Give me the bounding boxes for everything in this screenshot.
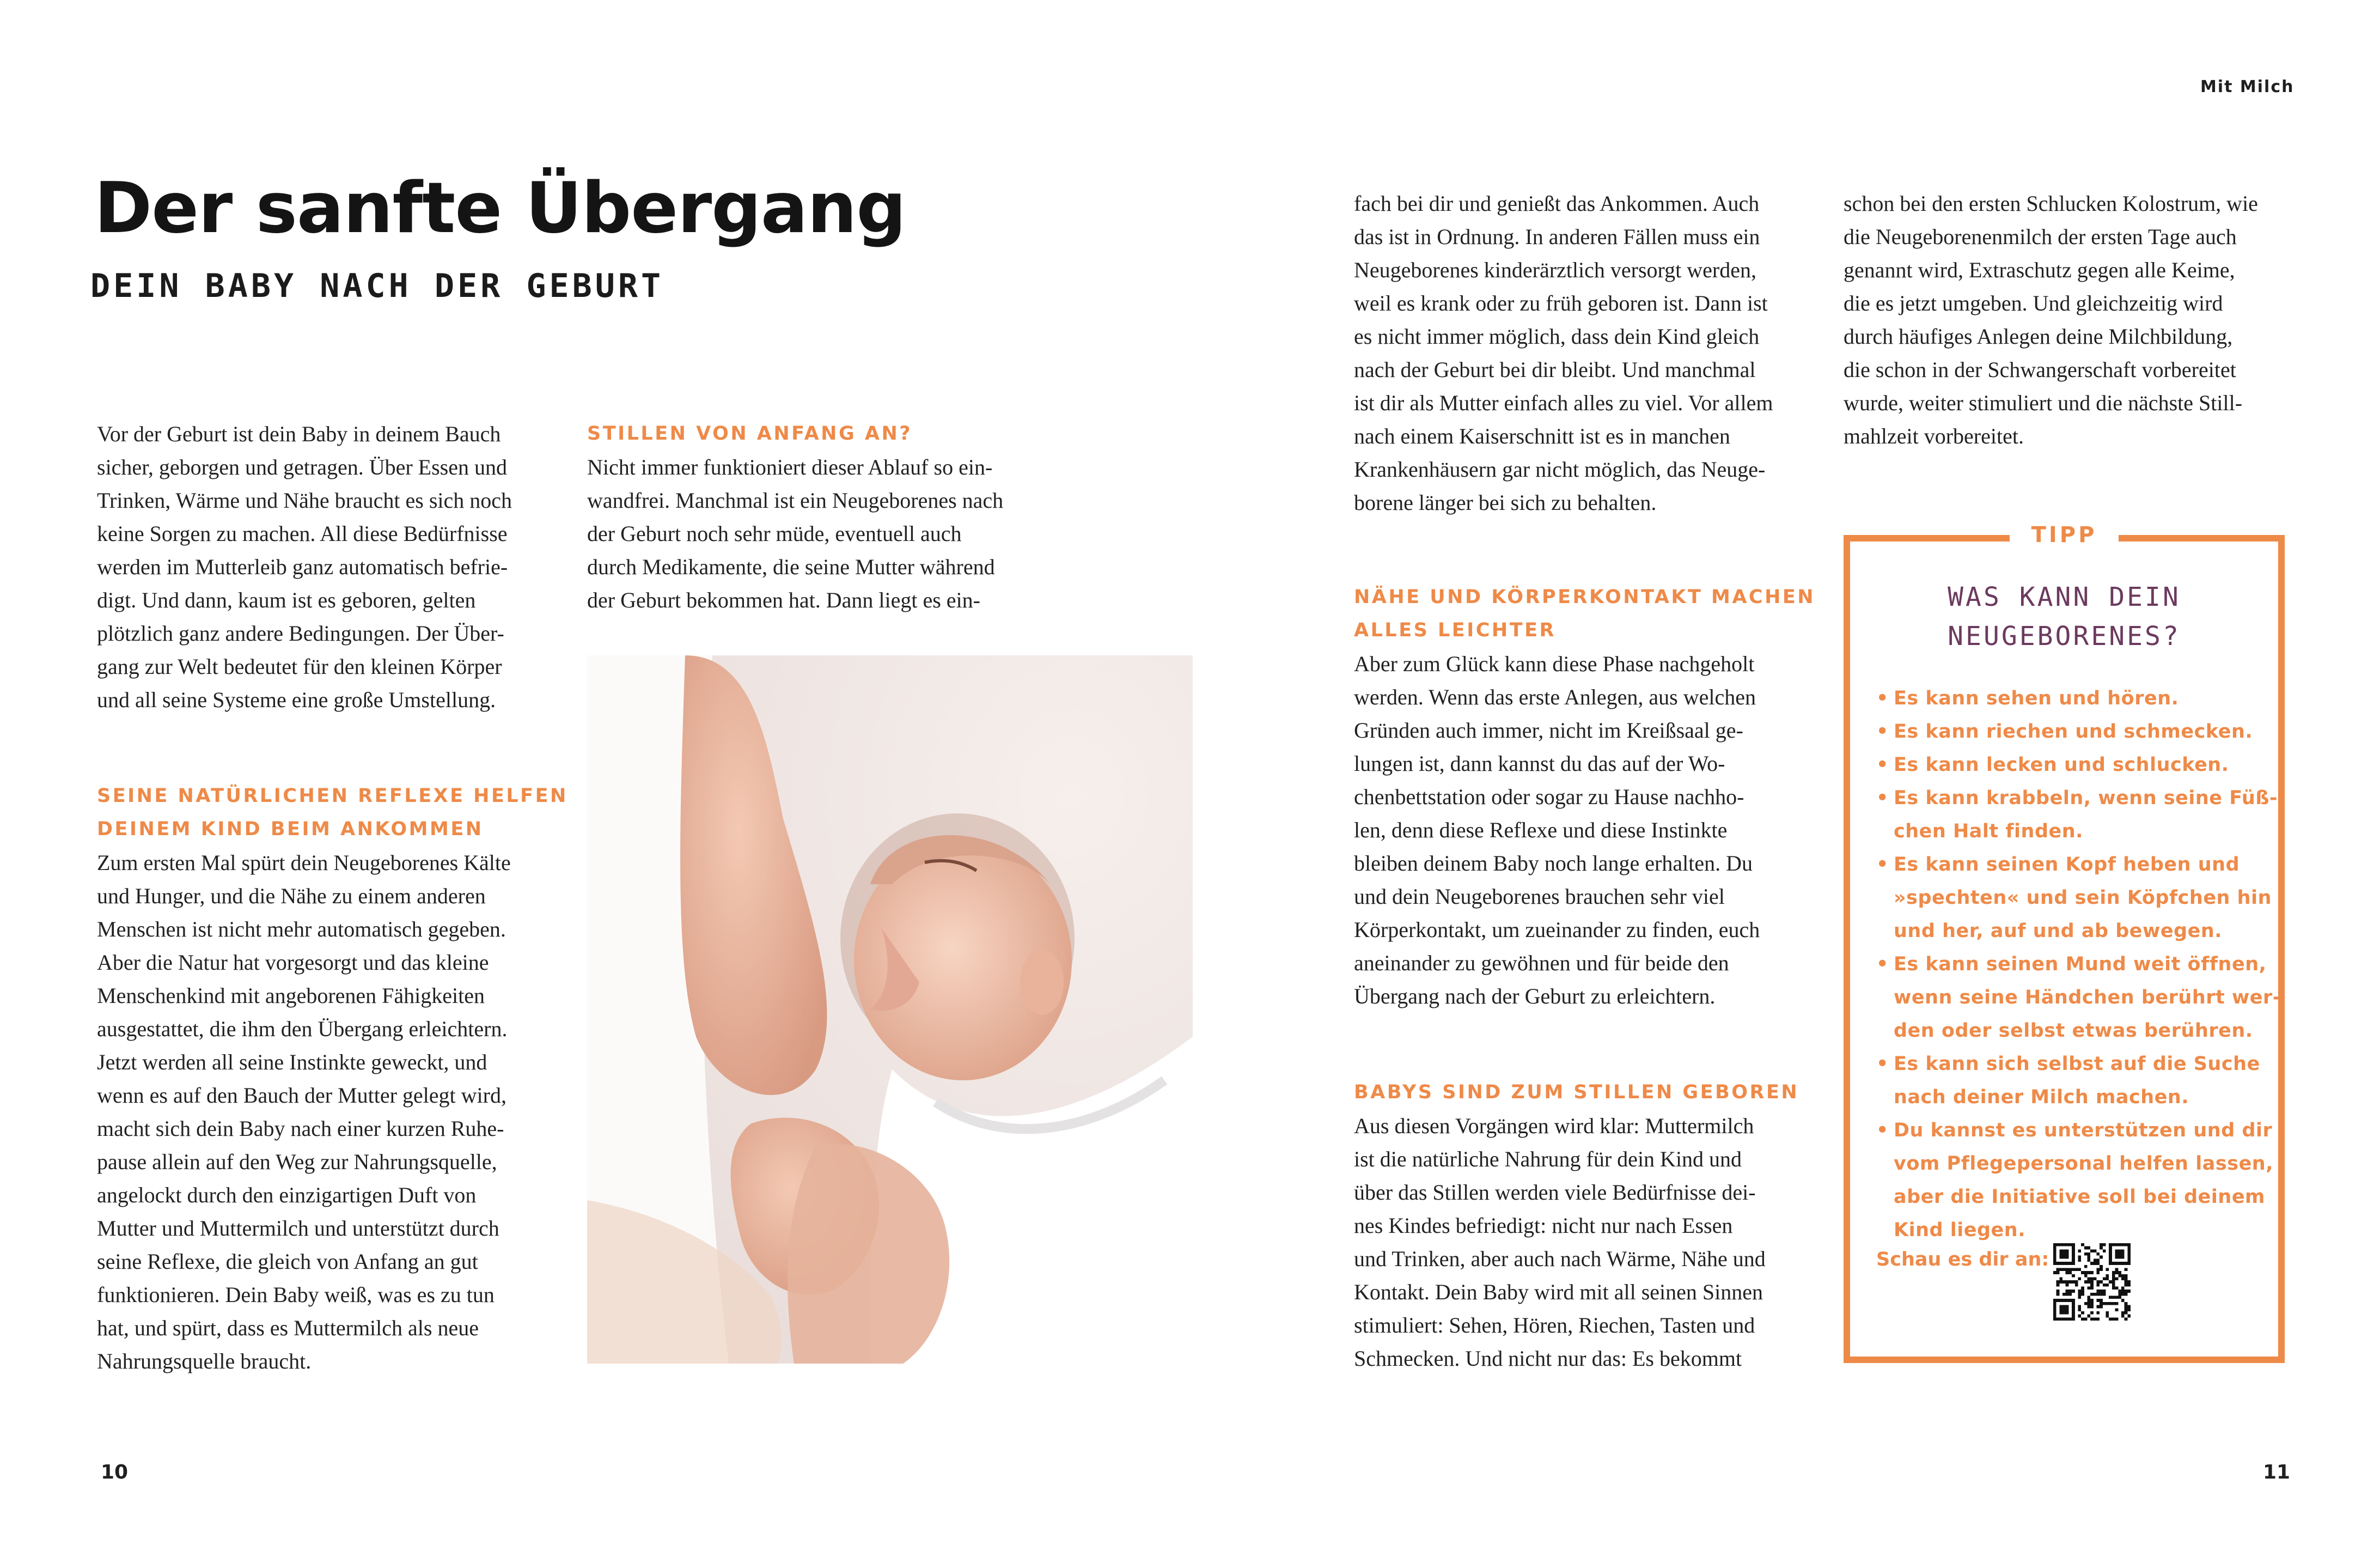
reflexe-paragraph [97,846,560,1378]
text-line: über das Stillen werden viele Bedürfnisse dei- [1354,1180,1756,1205]
text-line: hat, und spürt, dass es Muttermilch als neue [97,1316,479,1340]
bullet-icon: • [1876,787,1889,809]
body-lines [587,451,1050,617]
text-line: Trinken, Wärme und Nähe braucht es sich noch [97,488,512,513]
heading-lines [1354,581,1817,647]
text-line: es nicht immer möglich, dass dein Kind gleich [1354,324,1760,349]
text-line: Zum ersten Mal spürt dein Neugeborenes Kälte [97,850,511,875]
column-1 [97,417,560,716]
text-line: die schon in der Schwangerschaft vorbereitet [1844,357,2236,382]
bullet-icon: • [1876,953,1889,975]
heading-lines [97,780,568,846]
text-line: nach einem Kaiserschnitt ist es in manchen [1354,424,1730,448]
text-line: sicher, geborgen und getragen. Über Essen und [97,455,507,479]
text-line: und all seine Systeme eine große Umstellung. [97,688,496,712]
tip-title-line-2: NEUGEBORENES? [1948,621,2181,652]
text-line: fach bei dir und genießt das Ankommen. Auch [1354,191,1760,216]
text-line: die Neugeborenenmilch der ersten Tage auch [1844,224,2237,249]
tip-list-item: • Es kann sehen und hören. [1876,682,2281,715]
tip-list-item: • Es kann krabbeln, wenn seine Füß- [1876,782,2281,815]
text-line: DEINEM KIND BEIM ANKOMMEN [97,818,484,840]
bullet-icon: • [1876,854,1889,875]
tip-list-item-continuation: den oder selbst etwas berühren. [1894,1020,2253,1042]
section-heading-stillen [587,417,1050,451]
text-line: funktionieren. Dein Baby weiß, was es zu tun [97,1282,495,1307]
text-line: Nicht immer funktioniert dieser Ablauf so ein- [587,455,993,479]
tip-list-item-continuation: chen Halt finden. [1894,820,2083,842]
running-head: Mit Milch [2200,77,2294,96]
text-line: werden. Wenn das erste Anlegen, aus welchen [1354,685,1756,709]
text-line: gang zur Welt bedeutet für den kleinen Körper [97,654,502,679]
bullet-icon: • [1876,688,1889,709]
text-line: weil es krank oder zu früh geboren ist. Dann ist [1354,291,1768,315]
page-subtitle: DEIN BABY NACH DER GEBURT [90,267,664,305]
body-lines [1354,1109,1817,1375]
photo-illustration [587,655,1193,1364]
text-line: Kontakt. Dein Baby wird mit all seinen Sinnen [1354,1280,1763,1304]
tip-list-item-continuation: aber die Initiative soll bei deinem [1894,1186,2266,1208]
body-lines [1354,647,1817,1013]
text-line: Körperkontakt, um zueinander zu finden, euch [1354,917,1760,942]
text-line: len, denn diese Reflexe und diese Instinkte [1354,818,1728,842]
text-line: und dein Neugeborenes brauchen sehr viel [1354,884,1725,909]
text-line: ist die natürliche Nahrung für dein Kind und [1354,1147,1742,1171]
heading-lines [587,417,1050,451]
stillen-paragraph [587,451,1050,617]
text-line: mahlzeit vorbereitet. [1844,424,2024,448]
bullet-icon: • [1876,754,1889,776]
text-line: der Geburt noch sehr müde, eventuell auch [587,521,962,546]
text-line: das ist in Ordnung. In anderen Fällen muss ein [1354,224,1760,249]
page-title: Der sanfte Übergang [94,168,906,249]
bullet-icon: • [1876,1053,1889,1075]
text-line: macht sich dein Baby nach einer kurzen Ruhe- [97,1116,504,1141]
text-line: chenbettstation oder sogar zu Hause nachho- [1354,784,1744,809]
text-line: und Trinken, aber auch nach Wärme, Nähe und [1354,1246,1766,1271]
page-number-right: 11 [2263,1461,2291,1483]
text-line: Aber die Natur hat vorgesorgt und das kleine [97,950,489,975]
text-line: wandfrei. Manchmal ist ein Neugeborenes nach [587,488,1004,513]
tip-list-item: • Es kann seinen Kopf heben und [1876,848,2281,881]
text-line: ALLES LEICHTER [1354,619,1556,641]
tip-list-item: • Es kann seinen Mund weit öffnen, [1876,948,2281,981]
tip-list-item: • Es kann sich selbst auf die Suche [1876,1048,2281,1081]
bullet-icon: • [1876,1120,1889,1141]
intro-paragraph [97,417,560,716]
text-line: NÄHE UND KÖRPERKONTAKT MACHEN [1354,586,1816,608]
text-line: borene länger bei sich zu behalten. [1354,490,1657,515]
text-line: die es jetzt umgeben. Und gleichzeitig wird [1844,291,2223,315]
text-line: Krankenhäusern gar nicht möglich, das Neuge- [1354,457,1766,482]
tip-title-line-1: WAS KANN DEIN [1948,582,2181,612]
tip-list-item-continuation: und her, auf und ab bewegen. [1894,920,2223,942]
column-4-top [1844,187,2306,453]
tip-list [1876,682,2281,1247]
text-line: werden im Mutterleib ganz automatisch befrie- [97,555,508,579]
bullet-icon: • [1876,721,1889,743]
column-3-top [1354,187,1817,519]
text-line: seine Reflexe, die gleich von Anfang an gut [97,1249,478,1274]
text-line: pause allein auf den Weg zur Nahrungsquelle, [97,1149,497,1174]
tip-label: TIPP [2010,519,2119,551]
text-line: Gründen auch immer, nicht im Kreißsaal ge- [1354,718,1743,743]
breastfeeding-photo [587,655,1193,1364]
tip-title [1863,577,2266,656]
babys-paragraph [1354,1109,1817,1375]
body-lines [1844,187,2306,453]
naehe-paragraph [1354,647,1817,1013]
tip-list-item-continuation: vom Pflegepersonal helfen lassen, [1894,1153,2274,1175]
tip-list-item: • Es kann riechen und schmecken. [1876,715,2281,749]
tip-list-item-continuation: wenn seine Händchen berührt wer- [1894,987,2281,1008]
text-line: durch Medikamente, die seine Mutter während [587,555,995,579]
text-line: nes Kindes befriedigt: nicht nur nach Essen [1354,1213,1733,1238]
text-line: Nahrungsquelle braucht. [97,1349,312,1373]
tip-list-item: • Du kannst es unterstützen und dir [1876,1114,2281,1147]
text-line: und Hunger, und die Nähe zu einem anderen [97,884,486,908]
section-heading-babys [1354,1076,1817,1109]
tip-footer-text: Schau es dir an: [1876,1249,2049,1270]
text-line: Jetzt werden all seine Instinkte geweckt, und [97,1050,487,1074]
text-line: Aus diesen Vorgängen wird klar: Muttermilch [1354,1114,1754,1138]
text-line: keine Sorgen zu machen. All diese Bedürfnisse [97,521,508,546]
text-line: Übergang nach der Geburt zu erleichtern. [1354,984,1716,1008]
text-line: Mutter und Muttermilch und unterstützt durch [97,1216,499,1240]
text-line: STILLEN VON ANFANG AN? [587,423,913,445]
text-line: genannt wird, Extraschutz gegen alle Keime, [1844,258,2235,282]
heading-lines [1354,1076,1817,1109]
text-line: BABYS SIND ZUM STILLEN GEBOREN [1354,1081,1799,1103]
text-line: ausgestattet, die ihm den Übergang erleichtern. [97,1017,508,1041]
tip-list-item-continuation: Kind liegen. [1894,1219,2026,1241]
tip-list-item-continuation: »spechten« und sein Köpfchen hin [1894,887,2272,909]
section-heading-reflexe [97,780,568,846]
text-line: angelockt durch den einzigartigen Duft von [97,1183,477,1207]
text-line: der Geburt bekommen hat. Dann liegt es ein- [587,588,980,612]
text-line: digt. Und dann, kaum ist es geboren, gelten [97,588,476,612]
text-line: Aber zum Glück kann diese Phase nachgeholt [1354,652,1755,676]
body-lines [1354,187,1817,519]
qr-code-icon[interactable] [2053,1243,2131,1321]
text-line: wenn es auf den Bauch der Mutter gelegt wird, [97,1083,506,1108]
text-line: Schmecken. Und nicht nur das: Es bekommt [1354,1346,1742,1371]
text-line: stimuliert: Sehen, Hören, Riechen, Tasten und [1354,1313,1755,1337]
text-line: Vor der Geburt ist dein Baby in deinem Bauch [97,422,501,446]
text-line: nach der Geburt bei dir bleibt. Und manchmal [1354,357,1756,382]
text-line: SEINE NATÜRLICHEN REFLEXE HELFEN [97,785,568,807]
tip-list-item: • Es kann lecken und schlucken. [1876,749,2281,782]
section-heading-naehe [1354,581,1817,647]
tip-list-item-continuation: nach deiner Milch machen. [1894,1086,2189,1108]
text-line: ist dir als Mutter einfach alles zu viel. Vor allem [1354,391,1773,415]
text-line: durch häufiges Anlegen deine Milchbildung, [1844,324,2233,349]
text-line: schon bei den ersten Schlucken Kolostrum, wie [1844,191,2258,216]
text-line: aneinander zu gewöhnen und für beide den [1354,951,1729,975]
text-line: plötzlich ganz andere Bedingungen. Der Über- [97,621,504,646]
text-line: Neugeborenes kinderärztlich versorgt werden, [1354,258,1756,282]
text-line: lungen ist, dann kannst du das auf der Wo- [1354,751,1725,776]
text-line: bleiben deinem Baby noch lange erhalten. Du [1354,851,1753,875]
body-lines [97,846,560,1378]
qr-code-graphic [2053,1243,2131,1321]
text-line: wurde, weiter stimuliert und die nächste Still- [1844,391,2243,415]
page-number-left: 10 [101,1461,129,1483]
text-line: Menschen ist nicht mehr automatisch gegeben. [97,917,506,941]
text-line: Menschenkind mit angeborenen Fähigkeiten [97,983,485,1008]
